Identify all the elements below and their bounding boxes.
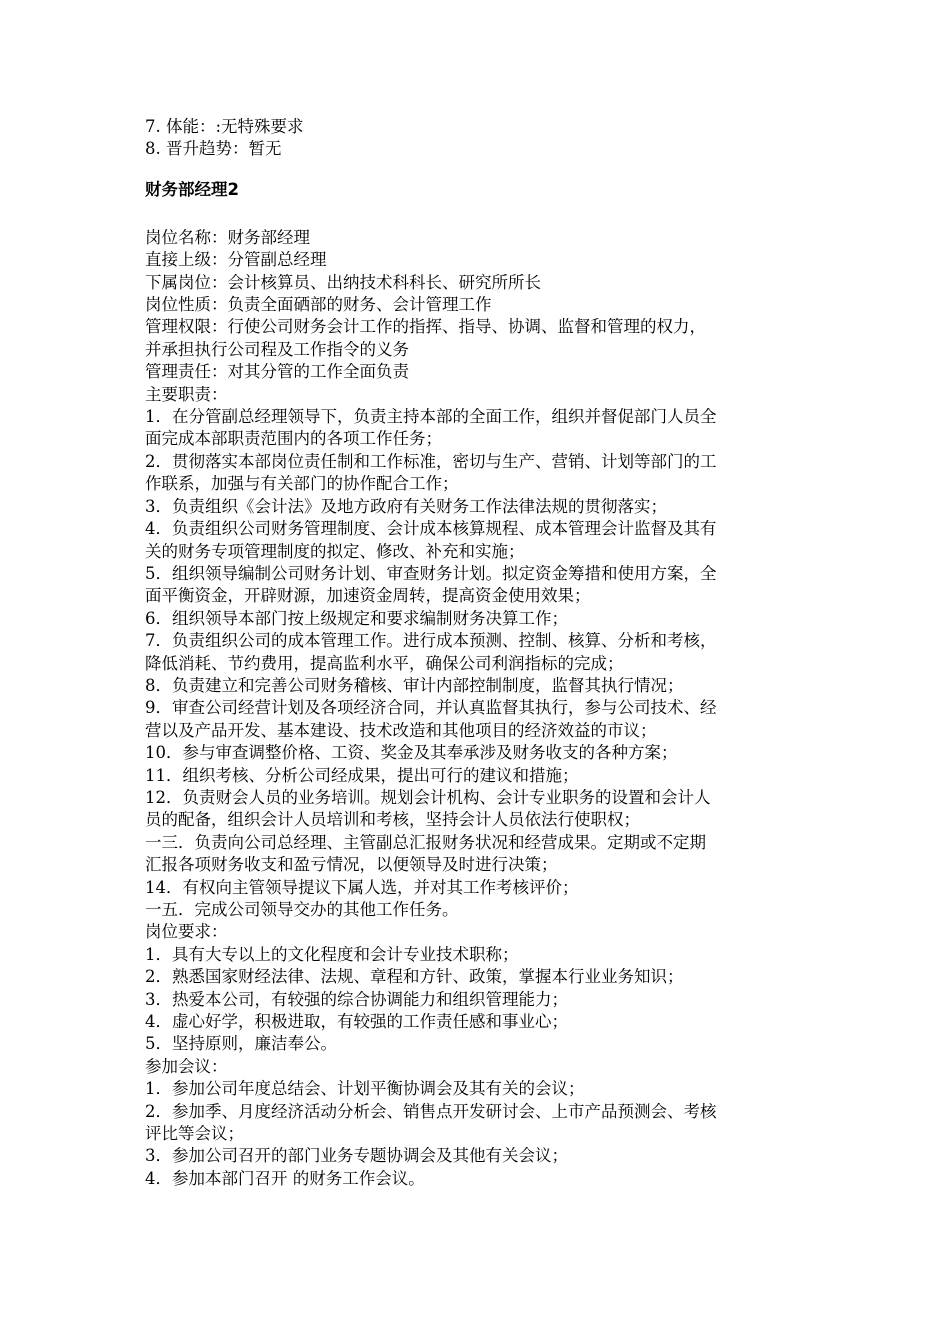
body-line: 7．负责组织公司的成本管理工作。进行成本预测、控制、核算、分析和考核， [145,631,717,651]
body-line: 面平衡资金，开辟财源，加速资金周转，提高资金使用效果； [145,586,591,606]
intro-line-8: 8. 晋升趋势：暂无 [145,139,282,159]
body-line: 1．在分管副总经理领导下，负责主持本部的全面工作，组织并督促部门人员全 [145,407,717,427]
intro-block [145,116,810,161]
body-line: 参加会议： [145,1056,228,1076]
body-line: 营以及产品开发、基本建设、技术改造和其他项目的经济效益的市议； [145,720,657,740]
body-line: 评比等会议； [145,1124,244,1144]
body-line: 主要职责： [145,384,228,404]
body-line: 直接上级：分管副总经理 [145,250,327,270]
body-line: 汇报各项财务收支和盈亏情况，以便领导及时进行决策； [145,855,558,875]
section-heading: 财务部经理2 [145,179,239,199]
body-line: 员的配备，组织会计人员培训和考核，坚持会计人员依法行使职权； [145,810,640,830]
body-line: 5．坚持原则，廉洁奉公。 [145,1034,337,1054]
body-line: 下属岗位：会计核算员、出纳技术科科长、研究所所长 [145,272,541,292]
body-line: 关的财务专项管理制度的拟定、修改、补充和实施； [145,541,525,561]
body-line: 一三．负责向公司总经理、主管副总汇报财务状况和经营成果。定期或不定期 [145,832,706,852]
body-line: 4．参加本部门召开 的财务工作会议。 [145,1168,425,1188]
body-line: 岗位性质：负责全面硒部的财务、会计管理工作 [145,295,492,315]
body-line: 一五．完成公司领导交办的其他工作任务。 [145,900,459,919]
body-line: 4．虚心好学，积极进取，有较强的工作责任感和事业心； [145,1012,568,1032]
body-line: 降低消耗、节约费用，提高监利水平，确保公司利润指标的完成； [145,653,624,673]
body-line: 面完成本部职责范围内的各项工作任务； [145,429,442,449]
body-line: 管理责任：对其分管的工作全面负责 [145,362,409,382]
body-line: 岗位名称：财务部经理 [145,227,310,247]
body-line: 1．具有大专以上的文化程度和会计专业技术职称； [145,944,519,964]
intro-line-7: 7. 体能：:无特殊要求 [145,117,304,136]
body-line: 2．熟悉国家财经法律、法规、章程和方针、政策，掌握本行业业务知识； [145,967,684,987]
body-line: 14．有权向主管领导提议下属人选，并对其工作考核评价； [145,877,579,897]
body-line: 3．热爱本公司，有较强的综合协调能力和组织管理能力； [145,989,568,1009]
body-line: 4．负责组织公司财务管理制度、会计成本核算规程、成本管理会计监督及其有 [145,519,717,539]
body-line: 6．组织领导本部门按上级规定和要求编制财务决算工作； [145,608,568,628]
body-line: 11．组织考核、分析公司经成果，提出可行的建议和措施； [145,765,579,785]
body-line: 2．参加季、月度经济活动分析会、销售点开发研讨会、上市产品预测会、考核 [145,1101,717,1121]
body-line: 9．审查公司经营计划及各项经济合同，并认真监督其执行，参与公司技术、经 [145,698,717,718]
body-line: 作联系，加强与有关部门的协作配合工作； [145,474,459,494]
body-line: 岗位要求： [145,922,228,942]
body-line: 并承担执行公司程及工作指令的义务 [145,339,409,359]
body-line: 10．参与审查调整价格、工资、奖金及其奉承涉及财务收支的各种方案； [145,743,678,763]
body-line: 管理权限：行使公司财务会计工作的指挥、指导、协调、监督和管理的权力， [145,317,706,337]
body-line: 5．组织领导编制公司财务计划、审查财务计划。拟定资金筹措和使用方案，全 [145,563,717,583]
body-text-block [145,227,810,1190]
body-line: 3．负责组织《会计法》及地方政府有关财务工作法律法规的贯彻落实； [145,496,667,516]
document-page [145,116,810,1190]
body-line: 3．参加公司召开的部门业务专题协调会及其他有关会议； [145,1146,568,1166]
body-line: 8．负责建立和完善公司财务稽核、审计内部控制制度，监督其执行情况； [145,675,684,695]
body-line: 2．贯彻落实本部岗位责任制和工作标准，密切与生产、营销、计划等部门的工 [145,451,717,471]
body-line: 1．参加公司年度总结会、计划平衡协调会及其有关的会议； [145,1079,585,1099]
body-line: 12．负责财会人员的业务培训。规划会计机构、会计专业职务的设置和会计人 [145,787,711,807]
